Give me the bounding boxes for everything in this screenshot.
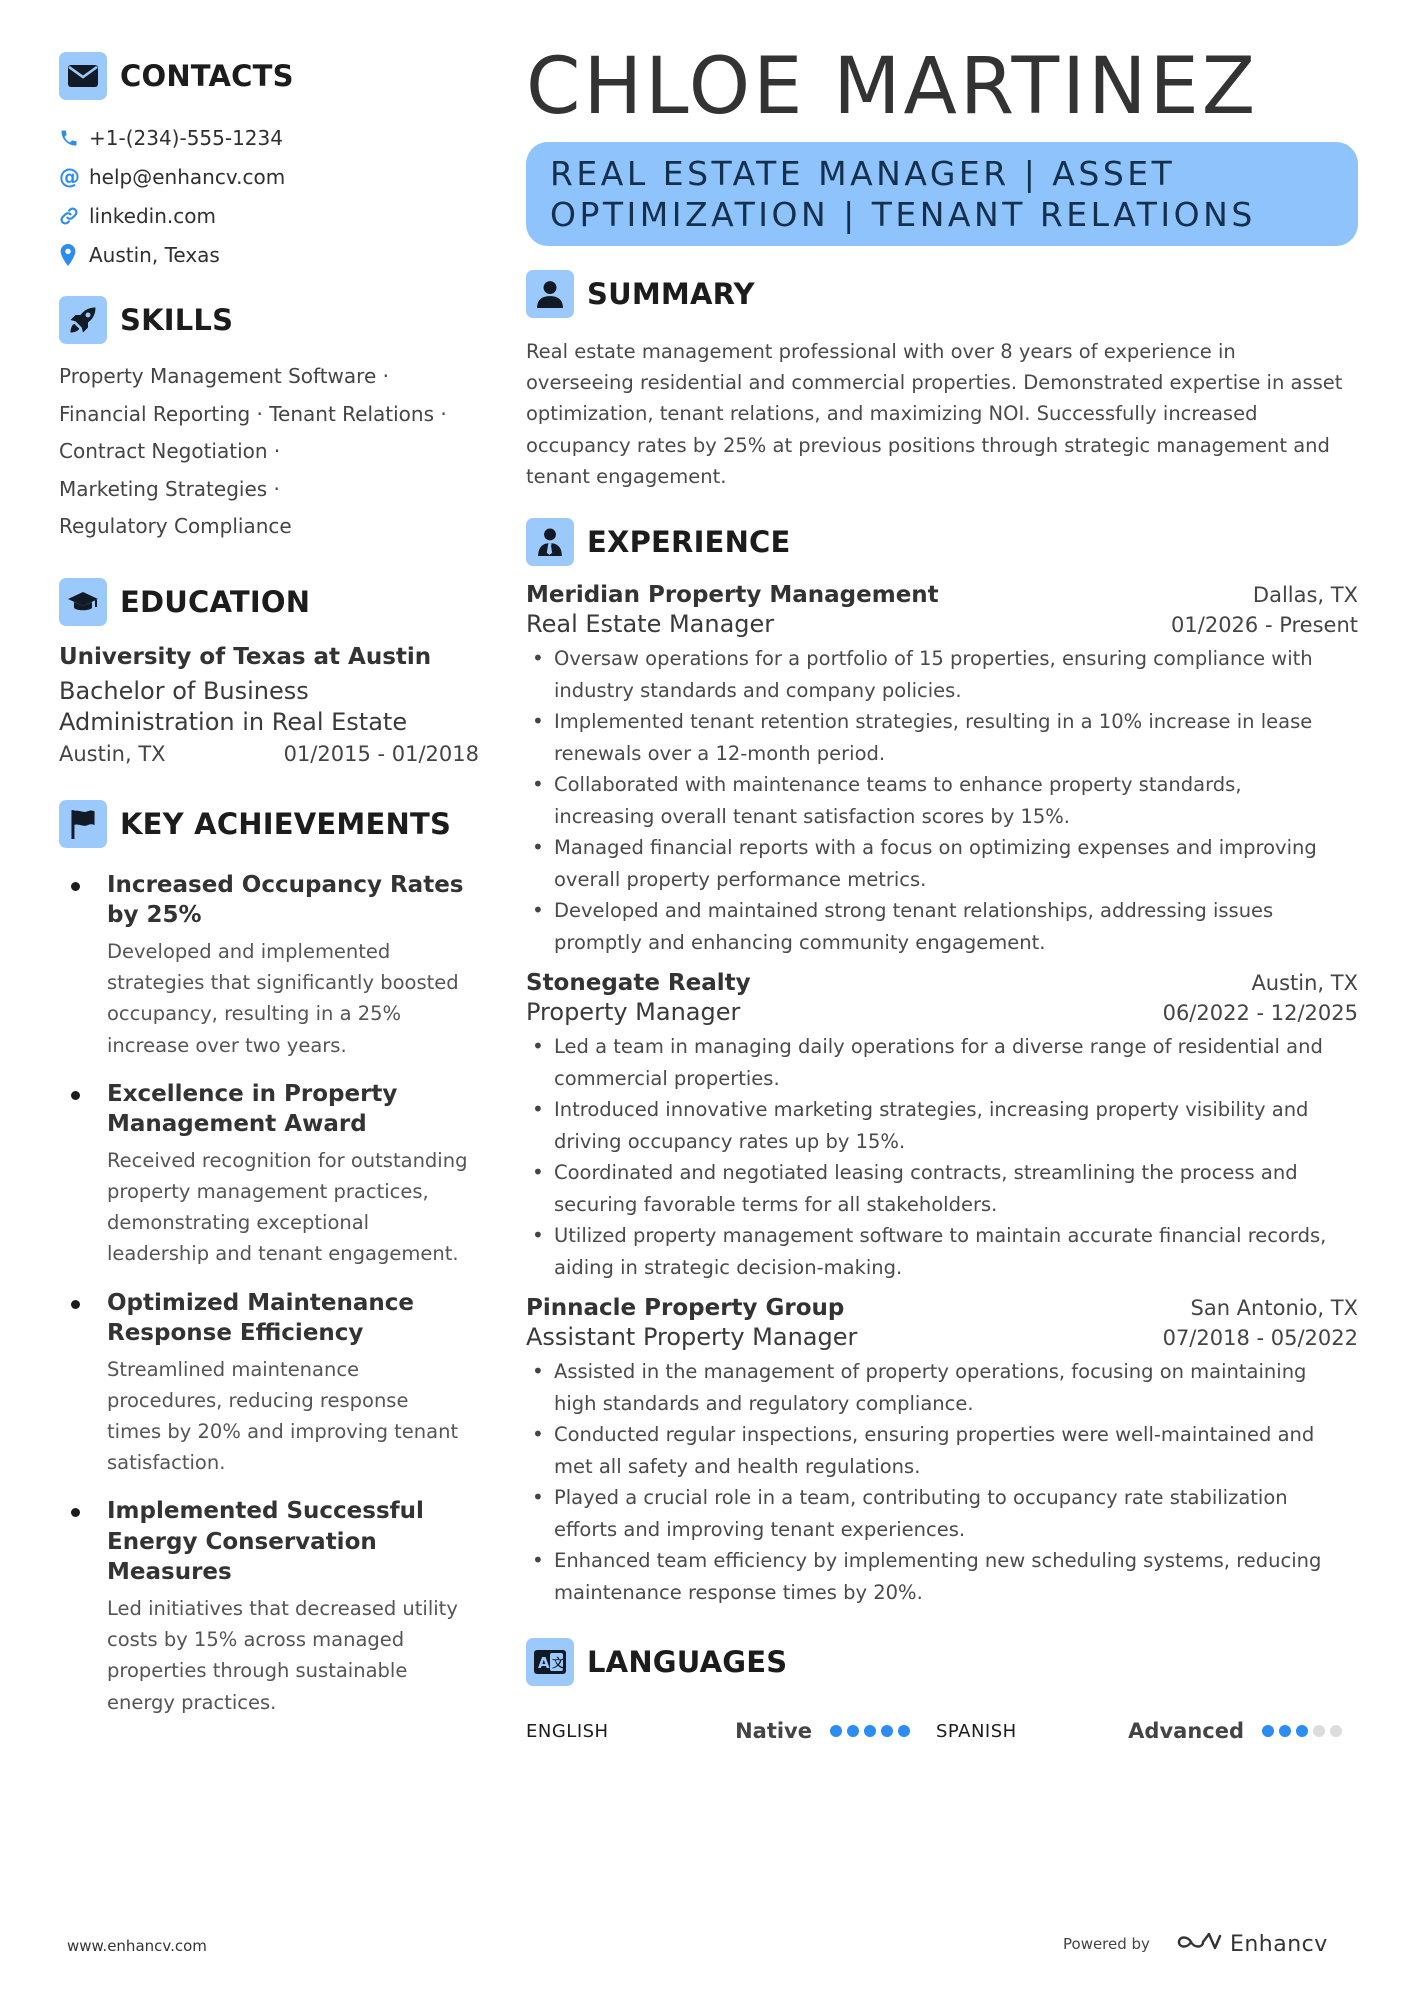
bullet-dot-icon bbox=[71, 1091, 80, 1100]
language-rating bbox=[830, 1725, 910, 1737]
job-bullet bbox=[526, 643, 1358, 706]
summary-line: tenant engagement. bbox=[526, 464, 727, 488]
rating-dot bbox=[847, 1725, 859, 1737]
job-bullet-line: efforts and improving tenant experiences. bbox=[554, 1517, 966, 1541]
achievement-item bbox=[59, 1288, 479, 1479]
job-bullet-line: • Implemented tenant retention strategies, resulting in a 10% increase in lease bbox=[554, 710, 1313, 734]
svg-text:文: 文 bbox=[552, 1656, 565, 1671]
achievement-title-line: Implemented Successful bbox=[107, 1498, 424, 1525]
achievement-title-line: Excellence in Property bbox=[107, 1080, 398, 1107]
skills-title: SKILLS bbox=[120, 303, 234, 337]
achievement-title bbox=[107, 1079, 479, 1140]
job-bullet bbox=[526, 1419, 1358, 1482]
job-bullet-line: aiding in strategic decision-making. bbox=[554, 1255, 903, 1279]
summary-header bbox=[526, 270, 1358, 318]
job-bullet-line: driving occupancy rates up by 15%. bbox=[554, 1129, 906, 1153]
achievement-title-line: Management Award bbox=[107, 1111, 367, 1138]
achievements-header bbox=[59, 800, 479, 848]
job-bullet-line: • Conducted regular inspections, ensuring properties were well-maintained and bbox=[554, 1423, 1315, 1447]
flag-icon bbox=[59, 800, 107, 848]
achievements-title: KEY ACHIEVEMENTS bbox=[120, 806, 452, 841]
achievement-title-line: Energy Conservation bbox=[107, 1528, 377, 1555]
rocket-icon bbox=[59, 296, 107, 344]
skill-line: Financial Reporting · Tenant Relations · bbox=[59, 401, 447, 426]
achievement-desc-line: leadership and tenant engagement. bbox=[107, 1242, 459, 1266]
job-role: Assistant Property Manager bbox=[526, 1323, 858, 1352]
job-bullet-line: • Coordinated and negotiated leasing contracts, streamlining the process and bbox=[554, 1161, 1298, 1185]
right-column bbox=[526, 42, 1358, 1746]
contact-email-text[interactable]: help@enhancv.com bbox=[89, 164, 286, 189]
achievement-desc bbox=[107, 1593, 479, 1718]
job-subheader bbox=[526, 610, 1358, 638]
job-location: Dallas, TX bbox=[1252, 583, 1358, 608]
job-bullet bbox=[526, 1031, 1358, 1094]
summary-title: SUMMARY bbox=[587, 277, 755, 311]
summary-section bbox=[526, 270, 1358, 492]
job-bullet bbox=[526, 895, 1358, 958]
at-icon: @ bbox=[59, 164, 80, 189]
job-bullet-line: • Enhanced team efficiency by implementing new scheduling systems, reducing bbox=[554, 1549, 1322, 1573]
summary-line: overseeing residential and commercial properties. Demonstrated expertise in asset bbox=[526, 371, 1343, 395]
rating-dot bbox=[881, 1725, 893, 1737]
job-company: Stonegate Realty bbox=[526, 970, 751, 997]
job-bullet-line: • Assisted in the management of property operations, focusing on maintaining bbox=[554, 1360, 1307, 1384]
person-icon bbox=[526, 270, 574, 318]
graduation-cap-icon bbox=[59, 578, 107, 626]
language-item bbox=[526, 1719, 936, 1743]
candidate-name: CHLOE MARTINEZ bbox=[526, 42, 1259, 132]
achievement-desc-line: Led initiatives that decreased utility bbox=[107, 1596, 458, 1620]
job-location: San Antonio, TX bbox=[1190, 1296, 1358, 1321]
achievement-desc-line: strategies that significantly boosted bbox=[107, 971, 459, 995]
job-bullet-line: met all safety and health regulations. bbox=[554, 1454, 921, 1478]
language-name: ENGLISH bbox=[526, 1720, 609, 1742]
job-header bbox=[526, 582, 1358, 608]
achievement-title-line: Optimized Maintenance bbox=[107, 1289, 414, 1316]
job-bullet bbox=[526, 832, 1358, 895]
skill-line: Regulatory Compliance bbox=[59, 514, 292, 539]
language-row bbox=[526, 1716, 1358, 1746]
contact-linkedin-text[interactable]: linkedin.com bbox=[89, 203, 216, 228]
achievement-desc bbox=[107, 936, 479, 1061]
translate-icon bbox=[526, 1638, 574, 1686]
rating-dot bbox=[898, 1725, 910, 1737]
achievement-title-line: by 25% bbox=[107, 902, 202, 929]
education-section bbox=[59, 578, 479, 766]
job-dates: 06/2022 - 12/2025 bbox=[1162, 1001, 1358, 1026]
skill-line: Marketing Strategies · bbox=[59, 476, 280, 501]
rating-dot bbox=[830, 1725, 842, 1737]
job-bullet bbox=[526, 1482, 1358, 1545]
contact-location-text: Austin, Texas bbox=[89, 242, 220, 267]
education-header bbox=[59, 578, 479, 626]
education-degree-line: Bachelor of Business bbox=[59, 676, 309, 705]
rating-dot bbox=[864, 1725, 876, 1737]
job-role: Real Estate Manager bbox=[526, 610, 775, 639]
summary-line: optimization, tenant relations, and maximizing NOI. Successfully increased bbox=[526, 402, 1258, 426]
achievement-list bbox=[59, 870, 479, 1718]
language-rating bbox=[1262, 1725, 1342, 1737]
language-level: Native bbox=[735, 1719, 812, 1744]
achievement-desc-line: energy practices. bbox=[107, 1690, 277, 1714]
achievement-title-line: Response Efficiency bbox=[107, 1320, 364, 1347]
language-item bbox=[936, 1719, 1358, 1743]
achievement-title bbox=[107, 1496, 479, 1588]
job-bullet-line: renewals over a 12-month period. bbox=[554, 741, 886, 765]
job-bullet-line: promptly and enhancing community engagement. bbox=[554, 930, 1046, 954]
job-bullet-line: • Collaborated with maintenance teams to enhance property standards, bbox=[554, 773, 1242, 797]
achievement-desc-line: procedures, reducing response bbox=[107, 1388, 409, 1412]
job-entry bbox=[526, 582, 1358, 958]
job-bullets bbox=[526, 643, 1358, 958]
job-bullet-line: increasing overall tenant satisfaction scores by 15%. bbox=[554, 804, 1070, 828]
enhancv-logo-icon bbox=[1176, 1930, 1222, 1958]
job-bullet-line: • Played a crucial role in a team, contributing to occupancy rate stabilization bbox=[554, 1486, 1288, 1510]
achievement-desc-line: property management practices, bbox=[107, 1179, 429, 1203]
contact-email bbox=[59, 157, 479, 196]
headline-line: OPTIMIZATION | TENANT RELATIONS bbox=[550, 195, 1256, 234]
achievement-title-line: Increased Occupancy Rates bbox=[107, 871, 464, 898]
education-degree bbox=[59, 676, 479, 738]
job-bullet bbox=[526, 1545, 1358, 1608]
rating-dot bbox=[1279, 1725, 1291, 1737]
summary-line: occupancy rates by 25% at previous positions through strategic management and bbox=[526, 433, 1330, 457]
businessperson-icon bbox=[526, 518, 574, 566]
contact-linkedin bbox=[59, 196, 479, 235]
experience-title: EXPERIENCE bbox=[587, 525, 791, 560]
contact-list bbox=[59, 118, 479, 274]
skills-list bbox=[59, 358, 479, 546]
job-bullets bbox=[526, 1031, 1358, 1283]
contact-phone-text[interactable]: +1-(234)-555-1234 bbox=[89, 125, 283, 150]
achievement-desc-line: increase over two years. bbox=[107, 1033, 347, 1057]
achievement-desc-line: occupancy, resulting in a 25% bbox=[107, 1002, 402, 1026]
education-degree-line: Administration in Real Estate bbox=[59, 707, 408, 736]
envelope-icon bbox=[59, 52, 107, 100]
achievements-section bbox=[59, 800, 479, 1718]
education-meta bbox=[59, 742, 479, 766]
job-entry bbox=[526, 1295, 1358, 1608]
left-column bbox=[59, 52, 479, 1736]
svg-text:A: A bbox=[538, 1654, 550, 1673]
job-location: Austin, TX bbox=[1251, 971, 1358, 996]
achievement-desc-line: Developed and implemented bbox=[107, 939, 391, 963]
summary-line: Real estate management professional with over 8 years of experience in bbox=[526, 340, 1236, 363]
achievement-desc bbox=[107, 1354, 479, 1479]
job-bullet-line: maintenance response times by 20%. bbox=[554, 1580, 923, 1604]
job-bullet-line: • Developed and maintained strong tenant relationships, addressing issues bbox=[554, 899, 1274, 923]
link-icon bbox=[59, 206, 89, 226]
job-bullet-line: overall property performance metrics. bbox=[554, 867, 927, 891]
job-bullet bbox=[526, 706, 1358, 769]
rating-dot bbox=[1262, 1725, 1274, 1737]
skills-header bbox=[59, 296, 479, 344]
skill-line: Contract Negotiation · bbox=[59, 439, 281, 464]
footer-branding bbox=[1063, 1930, 1328, 1958]
achievement-desc-line: demonstrating exceptional bbox=[107, 1211, 370, 1235]
job-bullet-line: • Utilized property management software to maintain accurate financial records, bbox=[554, 1224, 1327, 1248]
job-bullet-line: • Led a team in managing daily operations for a diverse range of residential and bbox=[554, 1035, 1323, 1059]
achievement-title bbox=[107, 1288, 479, 1349]
job-bullet-line: industry standards and company policies. bbox=[554, 678, 962, 702]
job-bullet-line: • Managed financial reports with a focus on optimizing expenses and improving bbox=[554, 836, 1317, 860]
achievement-desc-line: properties through sustainable bbox=[107, 1659, 408, 1683]
education-location: Austin, TX bbox=[59, 741, 166, 766]
job-bullet-line: securing favorable terms for all stakeholders. bbox=[554, 1192, 998, 1216]
powered-by-label: Powered by bbox=[1063, 1935, 1150, 1953]
job-bullet bbox=[526, 1157, 1358, 1220]
job-header bbox=[526, 970, 1358, 996]
achievement-desc-line: costs by 15% across managed bbox=[107, 1628, 405, 1652]
languages-header bbox=[526, 1638, 1358, 1686]
job-bullet bbox=[526, 1220, 1358, 1283]
language-level: Advanced bbox=[1128, 1719, 1244, 1744]
education-school: University of Texas at Austin bbox=[59, 643, 432, 670]
location-pin-icon bbox=[59, 244, 89, 266]
job-entry bbox=[526, 970, 1358, 1283]
achievement-title-line: Measures bbox=[107, 1559, 232, 1586]
phone-icon bbox=[59, 128, 89, 148]
achievement-desc-line: times by 20% and improving tenant bbox=[107, 1420, 459, 1443]
job-bullet-line: commercial properties. bbox=[554, 1066, 780, 1090]
summary-text bbox=[526, 336, 1358, 492]
achievement-desc bbox=[107, 1145, 479, 1270]
job-bullet bbox=[526, 1356, 1358, 1419]
achievement-desc-line: Received recognition for outstanding bbox=[107, 1148, 468, 1172]
language-name: SPANISH bbox=[936, 1720, 1017, 1742]
bullet-dot-icon bbox=[71, 1508, 80, 1517]
bullet-dot-icon bbox=[71, 882, 80, 891]
job-subheader bbox=[526, 1323, 1358, 1351]
job-bullets bbox=[526, 1356, 1358, 1608]
contacts-title: CONTACTS bbox=[120, 59, 294, 93]
job-company: Pinnacle Property Group bbox=[526, 1295, 845, 1322]
languages-title: LANGUAGES bbox=[587, 1645, 788, 1680]
job-subheader bbox=[526, 998, 1358, 1026]
job-bullet-line: high standards and regulatory compliance. bbox=[554, 1391, 974, 1415]
job-role: Property Manager bbox=[526, 998, 741, 1027]
job-bullet-line: • Introduced innovative marketing strategies, increasing property visibility and bbox=[554, 1098, 1309, 1122]
brand-name: Enhancv bbox=[1229, 1931, 1328, 1957]
rating-dot bbox=[1313, 1725, 1325, 1737]
headline-line: REAL ESTATE MANAGER | ASSET bbox=[550, 154, 1176, 193]
contact-location bbox=[59, 235, 479, 274]
rating-dot bbox=[1296, 1725, 1308, 1737]
contacts-header bbox=[59, 52, 479, 100]
rating-dot bbox=[1330, 1725, 1342, 1737]
education-title: EDUCATION bbox=[120, 584, 311, 619]
achievement-item bbox=[59, 1496, 479, 1717]
job-bullet bbox=[526, 1094, 1358, 1157]
skill-line: Property Management Software · bbox=[59, 364, 389, 388]
footer-website[interactable]: www.enhancv.com bbox=[67, 1937, 207, 1955]
job-dates: 01/2026 - Present bbox=[1171, 613, 1358, 638]
languages-section bbox=[526, 1638, 1358, 1746]
skills-section bbox=[59, 296, 479, 546]
headline-banner bbox=[526, 142, 1358, 246]
job-company: Meridian Property Management bbox=[526, 582, 939, 609]
achievement-desc-line: satisfaction. bbox=[107, 1451, 226, 1475]
contacts-section bbox=[59, 52, 479, 274]
job-bullet bbox=[526, 769, 1358, 832]
job-dates: 07/2018 - 05/2022 bbox=[1162, 1326, 1358, 1351]
job-header bbox=[526, 1295, 1358, 1321]
achievement-title bbox=[107, 870, 479, 931]
education-dates: 01/2015 - 01/2018 bbox=[283, 741, 479, 766]
experience-section bbox=[526, 518, 1358, 1608]
experience-header bbox=[526, 518, 1358, 566]
achievement-item bbox=[59, 870, 479, 1061]
achievement-item bbox=[59, 1079, 479, 1270]
job-bullet-line: • Oversaw operations for a portfolio of 15 properties, ensuring compliance with bbox=[554, 647, 1313, 671]
achievement-desc-line: Streamlined maintenance bbox=[107, 1357, 360, 1381]
contact-phone bbox=[59, 118, 479, 157]
bullet-dot-icon bbox=[71, 1300, 80, 1309]
